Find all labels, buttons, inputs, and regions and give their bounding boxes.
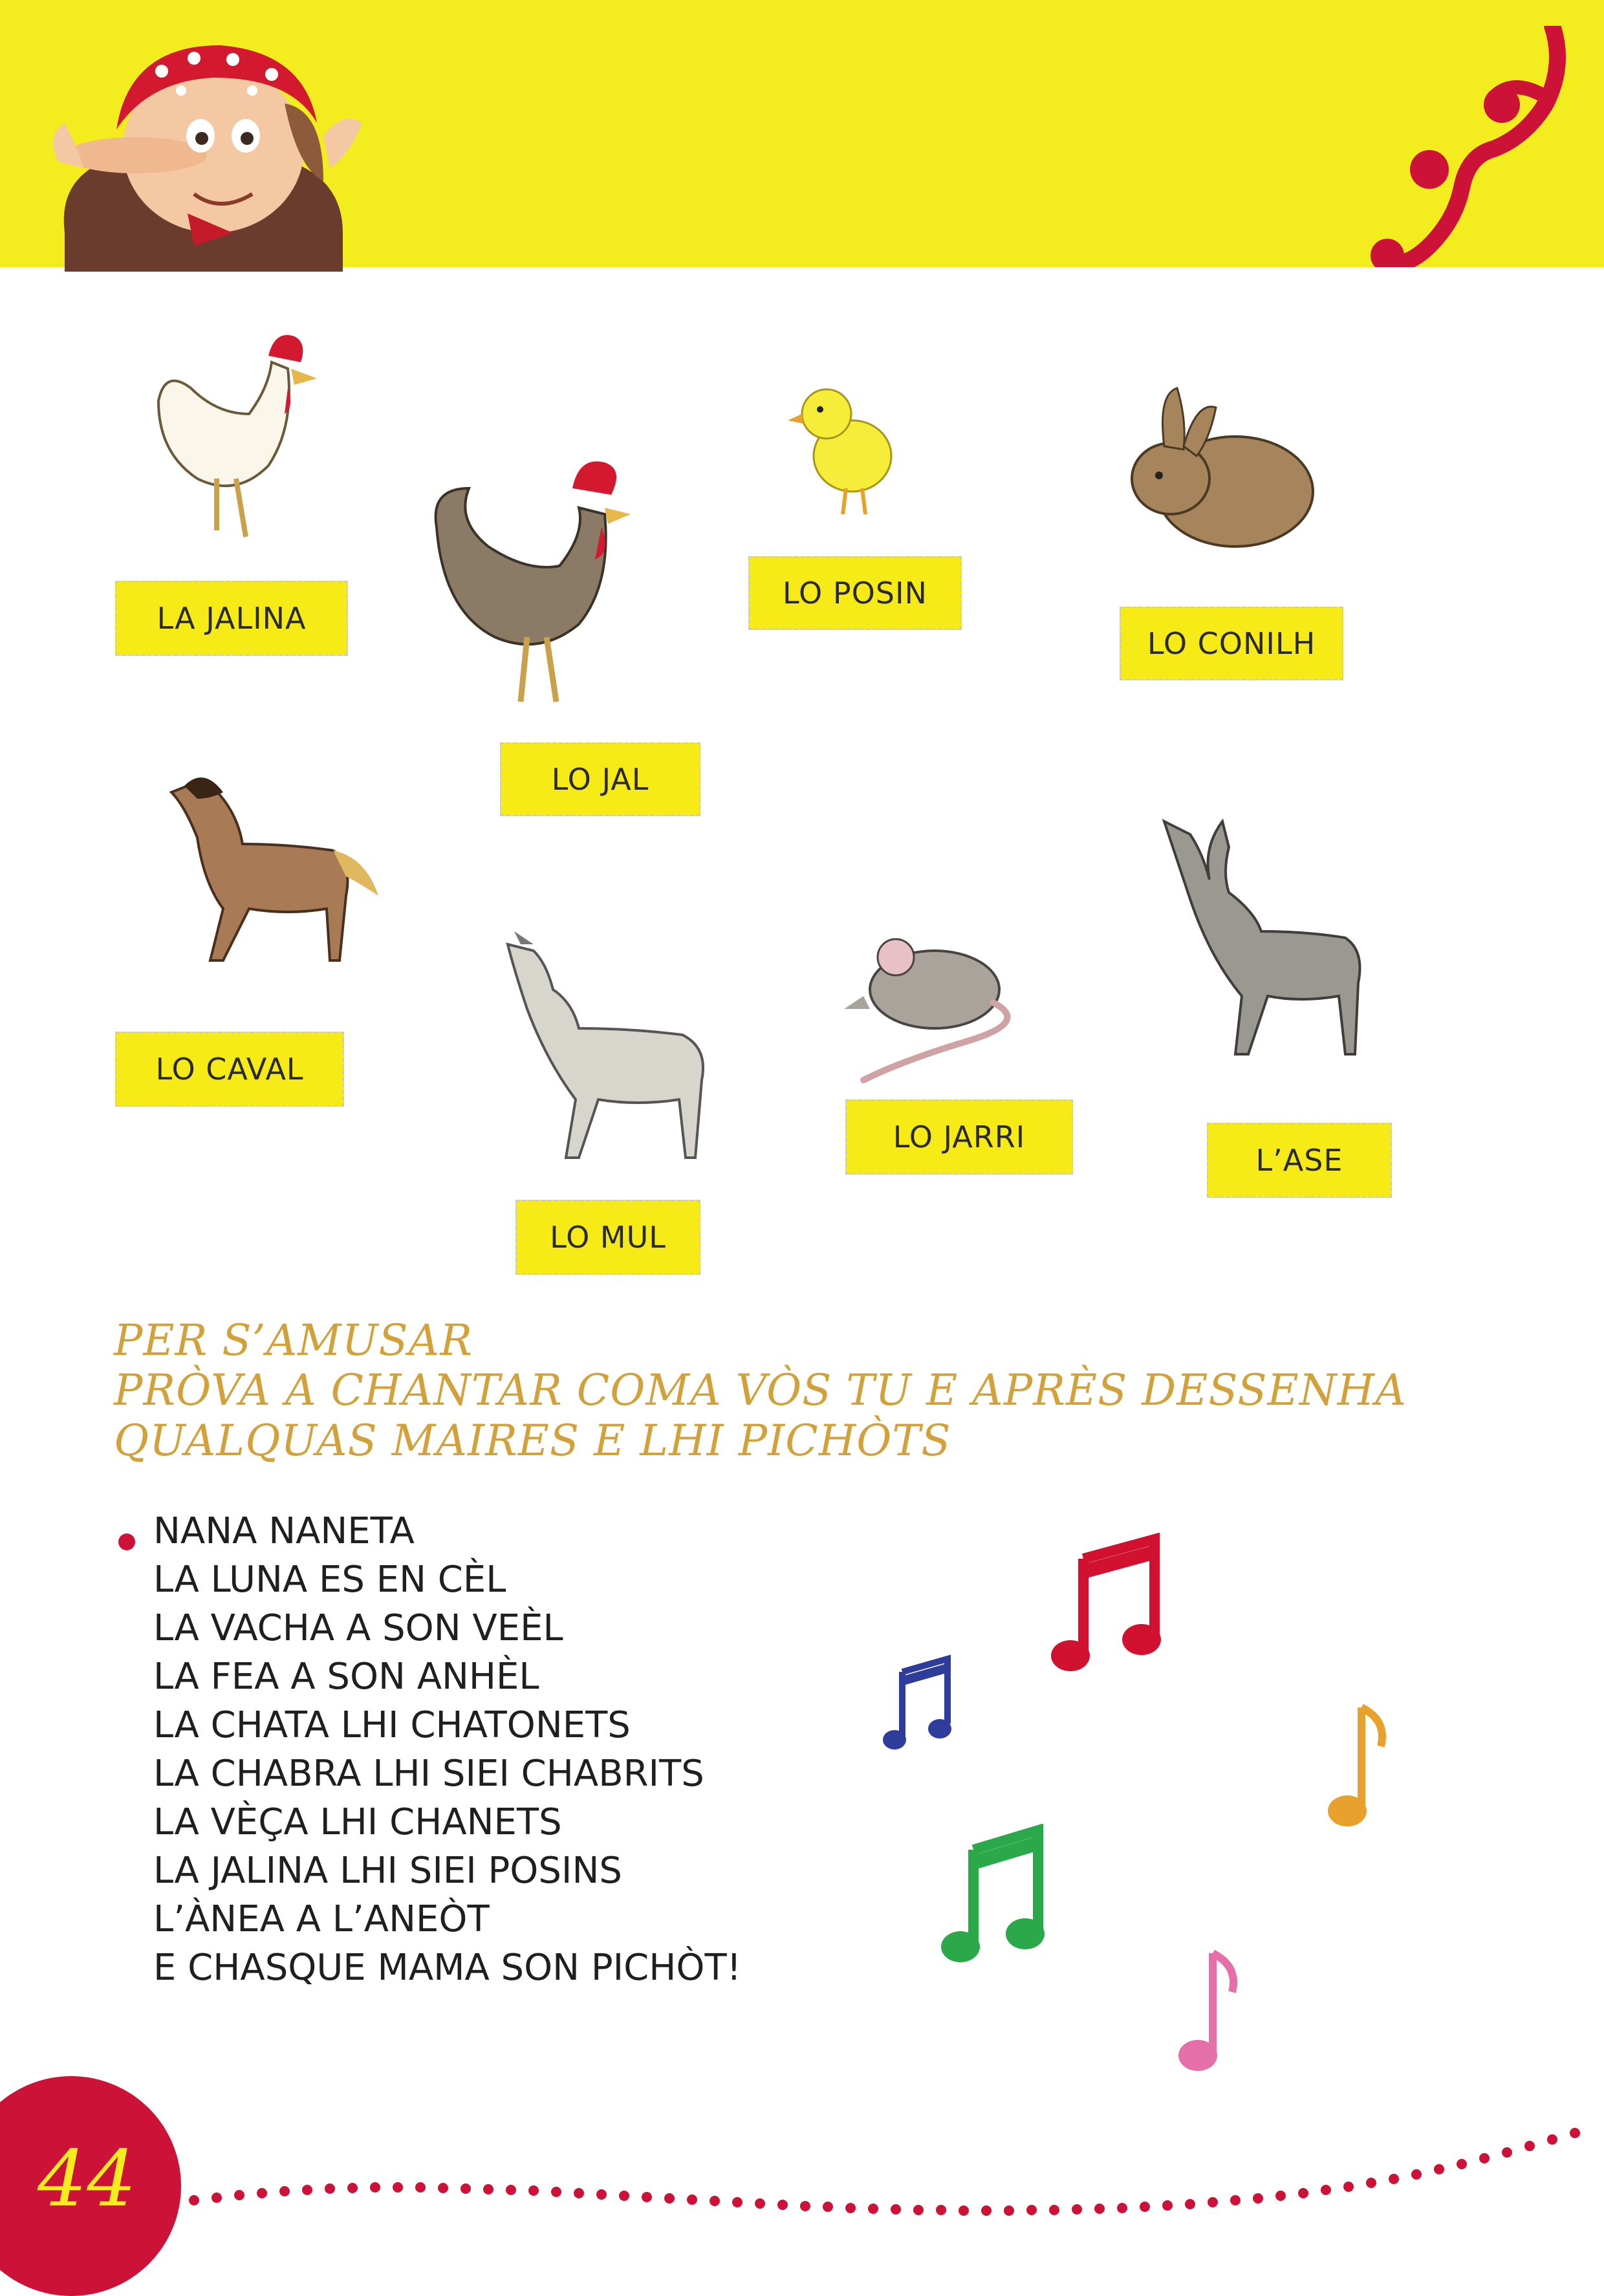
song-line: LA CHATA LHI CHATONETS [153,1704,631,1746]
label-l-ase-text: L’ASE [1255,1143,1343,1178]
red-double-note-icon [1051,1533,1167,1675]
rooster-illustration [417,449,650,721]
song-line: LA FEA A SON ANHÈL [153,1656,539,1698]
song-line: LA VÈÇA LHI CHANETS [153,1801,562,1843]
label-lo-conilh [1120,607,1343,680]
song-lyrics [153,1507,741,1992]
label-la-jalina [115,581,348,656]
label-l-ase [1207,1123,1392,1198]
song-line: LA CHABRA LHI SIEI CHABRITS [153,1753,704,1795]
label-lo-conilh-text: LO CONILH [1147,626,1316,661]
song-line: E CHASQUE MAMA SON PICHÒT! [153,1947,742,1989]
pink-note-icon [1171,1947,1242,2076]
label-lo-jarri-text: LO JARRI [893,1120,1026,1154]
hen-illustration [139,317,327,556]
chick-illustration [788,378,904,521]
horse-illustration [146,766,385,1006]
page-number: 44 [38,2134,136,2224]
label-lo-posin-text: LO POSIN [783,576,927,611]
song-bullet [118,1533,135,1550]
red-swirl-decoration [1332,26,1604,267]
song-line: L’ÀNEA A L’ANEÒT [153,1898,490,1940]
rabbit-illustration [1119,382,1319,556]
activity-title-line-3: QUALQUAS MAIRES E LHI PICHÒTS [114,1416,951,1466]
mouse-illustration [838,912,1045,1087]
song-line: LA JALINA LHI SIEI POSINS [153,1850,622,1892]
blue-double-note-icon [883,1652,954,1756]
label-lo-mul-text: LO MUL [550,1220,666,1255]
activity-title-line-1: PER S’AMUSAR [114,1316,473,1365]
grandmother-character-illustration [19,19,382,272]
label-lo-posin [748,556,962,630]
label-lo-jal-text: LO JAL [551,762,649,797]
song-line: NANA NANETA [153,1510,415,1552]
green-double-note-icon [941,1824,1045,1966]
label-lo-jarri [845,1099,1073,1175]
activity-title-line-2: PRÒVA A CHANTAR COMA VÒS TU E APRÈS DESSENHA [114,1365,1407,1415]
song-line: LA VACHA A SON VEÈL [153,1607,563,1649]
label-la-jalina-text: LA JALINA [157,601,307,636]
orange-note-icon [1323,1701,1387,1830]
label-lo-jal [500,742,700,816]
dotted-footer-line [188,2128,1604,2225]
song-line: LA LUNA ES EN CÈL [153,1559,506,1601]
label-lo-caval-text: LO CAVAL [155,1052,304,1087]
mule-illustration [488,931,734,1177]
label-lo-caval [115,1032,344,1107]
label-lo-mul [515,1200,700,1275]
donkey-illustration [1151,808,1384,1067]
